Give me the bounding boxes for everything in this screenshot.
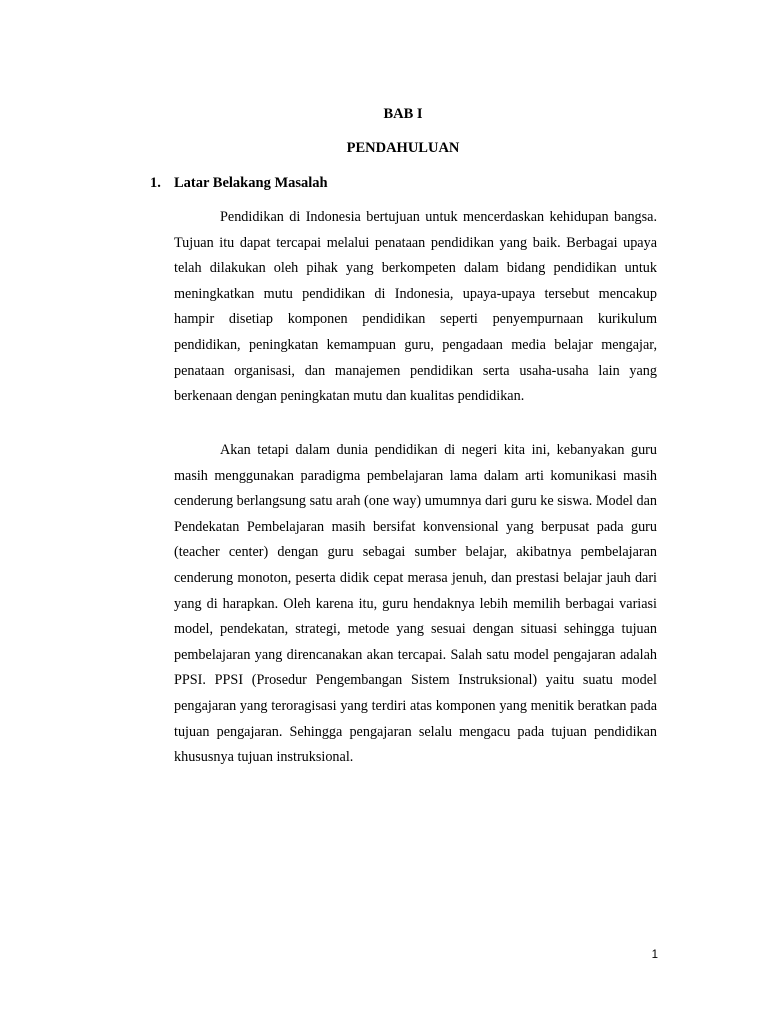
section-title: Latar Belakang Masalah bbox=[174, 175, 328, 191]
section-number: 1. bbox=[150, 175, 161, 191]
body-paragraph-2: Akan tetapi dalam dunia pendidikan di negeri kita ini, kebanyakan guru masih menggunakan paradigma pembelajaran lama dalam arti komunikasi masih cenderung berlangsung satu arah (one way) umumnya dari guru ke siswa. Model dan Pendekatan Pembelajaran masih bersifat konvensional yang berpusat pada guru (teacher center) dengan guru sebagai sumber belajar, akibatnya pembelajaran cenderung monoton, peserta didik cepat merasa jenuh, dan prestasi belajar jauh dari yang di harapkan. Oleh karena itu, guru hendaknya lebih memilih berbagai variasi model, pendekatan, strategi, metode yang sesuai dengan situasi sehingga tujuan pembelajaran yang direncanakan akan tercapai. Salah satu model pengajaran adalah PPSI. PPSI (Prosedur Pengembangan Sistem Instruksional) yaitu suatu model pengajaran yang teroragisasi yang terdiri atas komponen yang menitik beratkan pada tujuan pengajaran. Sehingga pengajaran selalu mengacu pada tujuan pendidikan khususnya tujuan instruksional. bbox=[174, 442, 657, 766]
page-number: 1 bbox=[651, 949, 658, 961]
body-paragraph-1: Pendidikan di Indonesia bertujuan untuk mencerdaskan kehidupan bangsa. Tujuan itu dapat tercapai melalui penataan pendidikan yang baik. Berbagai upaya telah dilakukan oleh pihak yang berkompeten dalam bidang pendidikan untuk meningkatkan mutu pendidikan di Indonesia, upaya-upaya tersebut mencakup hampir disetiap komponen pendidikan seperti penyempurnaan kurikulum pendidikan, peningkatan kemampuan guru, pengadaan media belajar mengajar, penataan organisasi, dan manajemen pendidikan serta usaha-usaha lain yang berkenaan dengan peningkatan mutu dan kualitas pendidikan. bbox=[174, 209, 657, 405]
chapter-number: BAB I bbox=[383, 106, 423, 122]
section-heading bbox=[150, 174, 328, 192]
chapter-title: PENDAHULUAN bbox=[346, 140, 460, 156]
